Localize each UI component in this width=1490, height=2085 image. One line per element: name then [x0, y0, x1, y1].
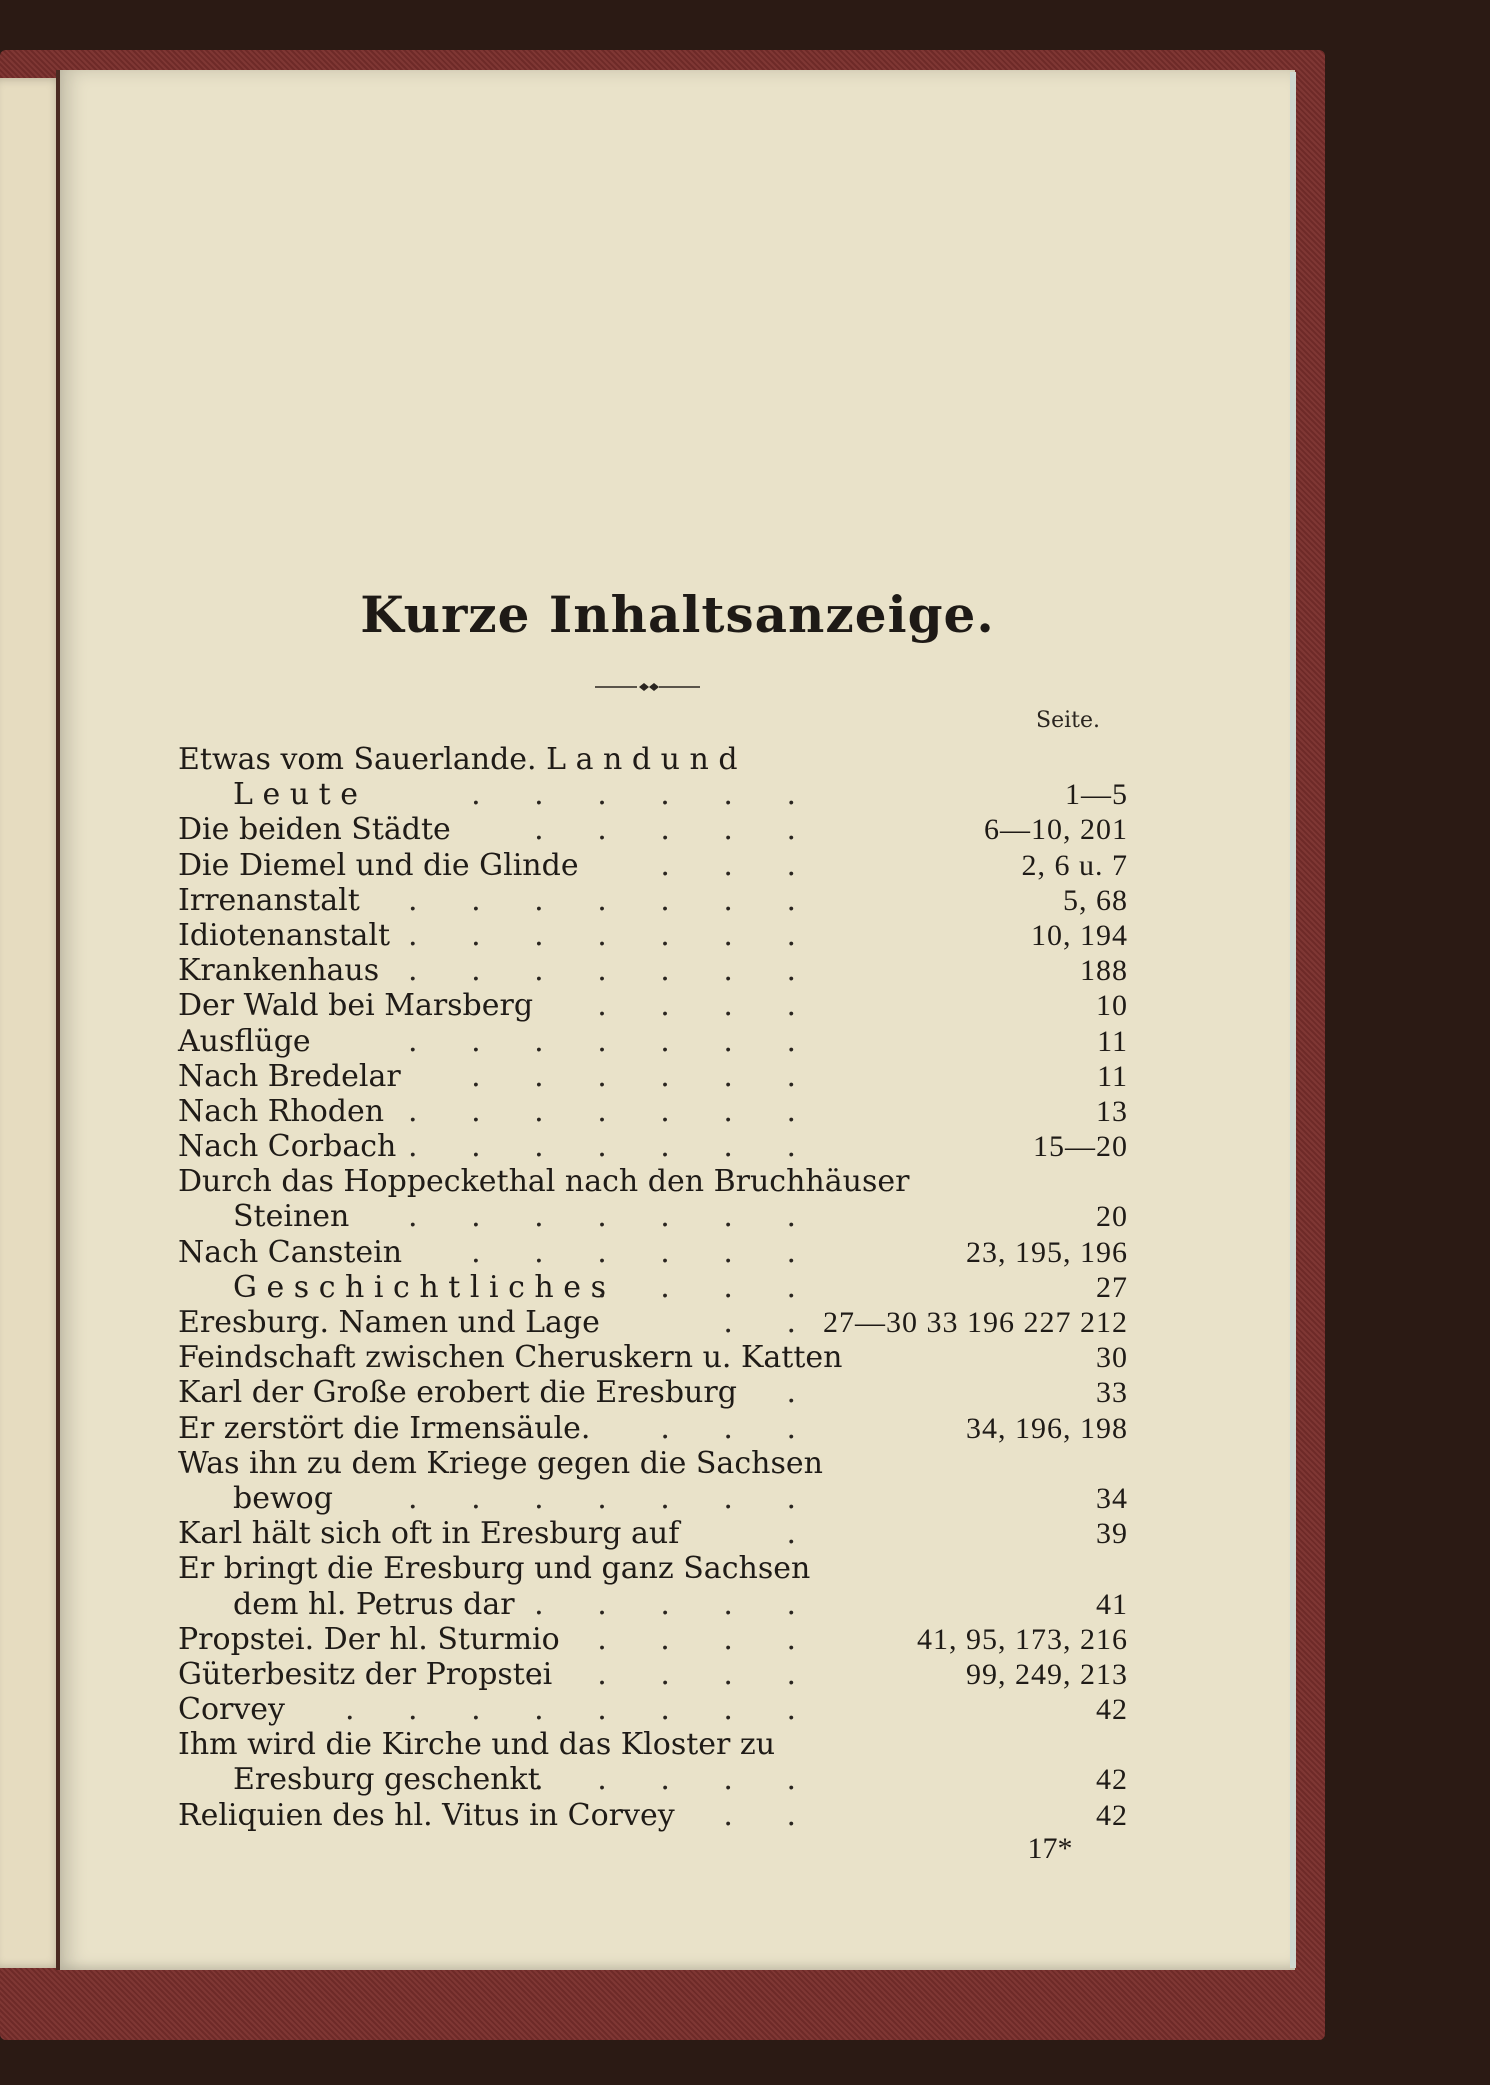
toc-page-numbers: 23, 195, 196 — [966, 1235, 1128, 1269]
signature-mark: 17* — [1027, 1832, 1073, 1865]
toc-leader-dots: . . . . . . . — [408, 882, 818, 918]
toc-entry-text: Durch das Hoppeckethal nach den Bruchhäuser — [178, 1164, 910, 1200]
toc-entry — [178, 812, 1128, 847]
toc-entry-text: Propstei. Der hl. Sturmio — [178, 1621, 560, 1657]
toc-page-numbers: 10, 194 — [1031, 918, 1128, 952]
toc-entry-text: Krankenhaus — [178, 953, 380, 989]
toc-entry — [178, 1164, 1128, 1199]
toc-leader-dots: . . . . . . . — [408, 1023, 818, 1059]
toc-entry-text: Er zerstört die Irmensäule. — [178, 1410, 591, 1446]
toc-page-numbers: 41 — [1096, 1587, 1128, 1621]
toc-page-numbers: 2, 6 u. 7 — [1021, 848, 1128, 882]
toc-page-numbers: 34, 196, 198 — [966, 1411, 1128, 1445]
toc-entry-text: dem hl. Petrus dar — [233, 1586, 515, 1622]
toc-entry — [178, 1411, 1128, 1446]
toc-leader-dots: . . . . . — [534, 1586, 818, 1622]
left-page-edge — [0, 78, 64, 1968]
toc-leader-dots: . . . . . . — [471, 1058, 818, 1094]
toc-leader-dots: . . . . . . . — [408, 1199, 818, 1235]
toc-entry — [178, 1551, 1128, 1586]
toc-entry — [178, 1446, 1128, 1481]
toc-entry-text: Reliquien des hl. Vitus in Corvey — [178, 1797, 675, 1833]
toc-entry-text: Die Diemel und die Glinde — [178, 847, 579, 883]
toc-entry-text: Nach Rhoden — [178, 1093, 385, 1129]
toc-page-numbers: 13 — [1096, 1094, 1128, 1128]
toc-leader-dots: . — [786, 1516, 818, 1552]
toc-entry — [178, 1692, 1128, 1727]
toc-page-numbers: 20 — [1096, 1200, 1128, 1234]
toc-leader-dots: . . . . . . . — [408, 953, 818, 989]
toc-entry — [178, 1587, 1128, 1622]
page-title: Kurze Inhaltsanzeige. — [360, 585, 995, 644]
toc-page-numbers: 15—20 — [1033, 1130, 1128, 1164]
toc-entry-text: Idiotenanstalt — [178, 917, 391, 953]
title-ornament — [595, 680, 700, 694]
toc-leader-dots: . . . . . . . — [408, 1480, 818, 1516]
toc-page-numbers: 39 — [1096, 1517, 1128, 1551]
toc-page-numbers: 42 — [1096, 1798, 1128, 1832]
toc-entry-text: Eresburg geschenkt — [233, 1762, 540, 1798]
toc-entry — [178, 1762, 1128, 1797]
toc-leader-dots: . . . . . . . — [408, 1129, 818, 1165]
toc-entry — [178, 1199, 1128, 1234]
toc-leader-dots: . . . . — [597, 1269, 818, 1305]
toc-entry-text: Feindschaft zwischen Cheruskern u. Katten — [178, 1340, 843, 1376]
toc-entry-text: L e u t e — [233, 777, 358, 813]
toc-entry — [178, 1305, 1128, 1340]
toc-entry-text: Die beiden Städte — [178, 812, 451, 848]
toc-page-numbers: 11 — [1097, 1024, 1128, 1058]
toc-entry — [178, 1622, 1128, 1657]
toc-entry — [178, 848, 1128, 883]
toc-entry — [178, 1094, 1128, 1129]
toc-page-numbers: 1—5 — [1065, 778, 1128, 812]
toc-leader-dots: . . . . . . — [471, 777, 818, 813]
toc-leader-dots: . . . . . — [534, 812, 818, 848]
toc-page-numbers: 27 — [1096, 1270, 1128, 1304]
toc-page-numbers: 42 — [1096, 1693, 1128, 1727]
toc-leader-dots: . . . . . . . — [408, 917, 818, 953]
toc-entry — [178, 1375, 1128, 1410]
toc-entry-text: bewog — [233, 1480, 333, 1516]
toc-page-numbers: 34 — [1096, 1481, 1128, 1515]
toc-entry-text: Steinen — [233, 1199, 350, 1235]
toc-page-numbers: 27—30 33 196 227 212 — [823, 1306, 1128, 1339]
toc-entry-text: Nach Canstein — [178, 1234, 403, 1270]
toc-entry-text: G e s c h i c h t l i c h e s — [233, 1269, 606, 1305]
toc-page-numbers: 188 — [1080, 954, 1128, 988]
toc-entry — [178, 883, 1128, 918]
toc-leader-dots: . . . . . . . . — [344, 1692, 818, 1728]
toc-entry-text: Ihm wird die Kirche und das Kloster zu — [178, 1727, 776, 1763]
page-edge — [1290, 72, 1296, 1968]
toc-leader-dots: . . . . . . . — [408, 1093, 818, 1129]
toc-page-numbers: 33 — [1096, 1376, 1128, 1410]
toc-entry-text: Nach Bredelar — [178, 1058, 401, 1094]
toc-entry-text: Der Wald bei Marsberg — [178, 988, 534, 1024]
toc-page-numbers: 42 — [1096, 1763, 1128, 1797]
toc-page-numbers: 5, 68 — [1063, 883, 1128, 917]
toc-leader-dots: . . . . . . — [471, 1234, 818, 1270]
toc-entry — [178, 953, 1128, 988]
toc-entry — [178, 1059, 1128, 1094]
toc-page-numbers: 6—10, 201 — [984, 813, 1128, 847]
toc-entry — [178, 1024, 1128, 1059]
toc-entry-text: Was ihn zu dem Kriege gegen die Sachsen — [178, 1445, 823, 1481]
page-column-header: Seite. — [1036, 708, 1100, 733]
toc-leader-dots: . . — [723, 1797, 818, 1833]
toc-entry — [178, 1657, 1128, 1692]
table-of-contents — [178, 742, 1128, 1833]
toc-leader-dots: . . — [723, 1305, 818, 1340]
toc-leader-dots: . . . . — [597, 988, 818, 1024]
toc-leader-dots: . . . . . — [534, 1656, 818, 1692]
toc-entry-text: Etwas vom Sauerlande. L a n d u n d — [178, 742, 738, 777]
toc-entry-text: Ausflüge — [178, 1023, 311, 1059]
toc-leader-dots: . . . . — [597, 1621, 818, 1657]
toc-leader-dots: . — [786, 1375, 818, 1411]
toc-leader-dots: . . . . . — [534, 1762, 818, 1798]
toc-entry-text: Er bringt die Eresburg und ganz Sachsen — [178, 1551, 811, 1587]
toc-entry — [178, 1798, 1128, 1833]
toc-entry-text: Karl hält sich oft in Eresburg auf — [178, 1516, 680, 1552]
toc-page-numbers: 41, 95, 173, 216 — [917, 1622, 1128, 1656]
toc-entry — [178, 742, 1128, 777]
toc-entry-text: Irrenanstalt — [178, 882, 360, 918]
toc-leader-dots: . . . — [660, 847, 818, 883]
toc-entry-text: Karl der Große erobert die Eresburg — [178, 1375, 737, 1411]
toc-entry-text: Corvey — [178, 1692, 286, 1728]
toc-entry — [178, 1516, 1128, 1551]
toc-entry — [178, 1235, 1128, 1270]
toc-leader-dots: . . . — [660, 1410, 818, 1446]
toc-entry — [178, 1727, 1128, 1762]
toc-page-numbers: 10 — [1096, 989, 1128, 1023]
toc-entry — [178, 918, 1128, 953]
toc-entry — [178, 1481, 1128, 1516]
toc-entry-text: Güterbesitz der Propstei — [178, 1656, 553, 1692]
toc-entry — [178, 988, 1128, 1023]
toc-entry — [178, 1129, 1128, 1164]
toc-entry-text: Nach Corbach — [178, 1129, 397, 1165]
toc-page-numbers: 11 — [1097, 1059, 1128, 1093]
toc-entry — [178, 1340, 1128, 1375]
toc-entry — [178, 1270, 1128, 1305]
toc-entry-text: Eresburg. Namen und Lage — [178, 1305, 600, 1340]
toc-page-numbers: 30 — [1096, 1341, 1128, 1375]
toc-page-numbers: 99, 249, 213 — [966, 1657, 1128, 1691]
toc-entry — [178, 777, 1128, 812]
